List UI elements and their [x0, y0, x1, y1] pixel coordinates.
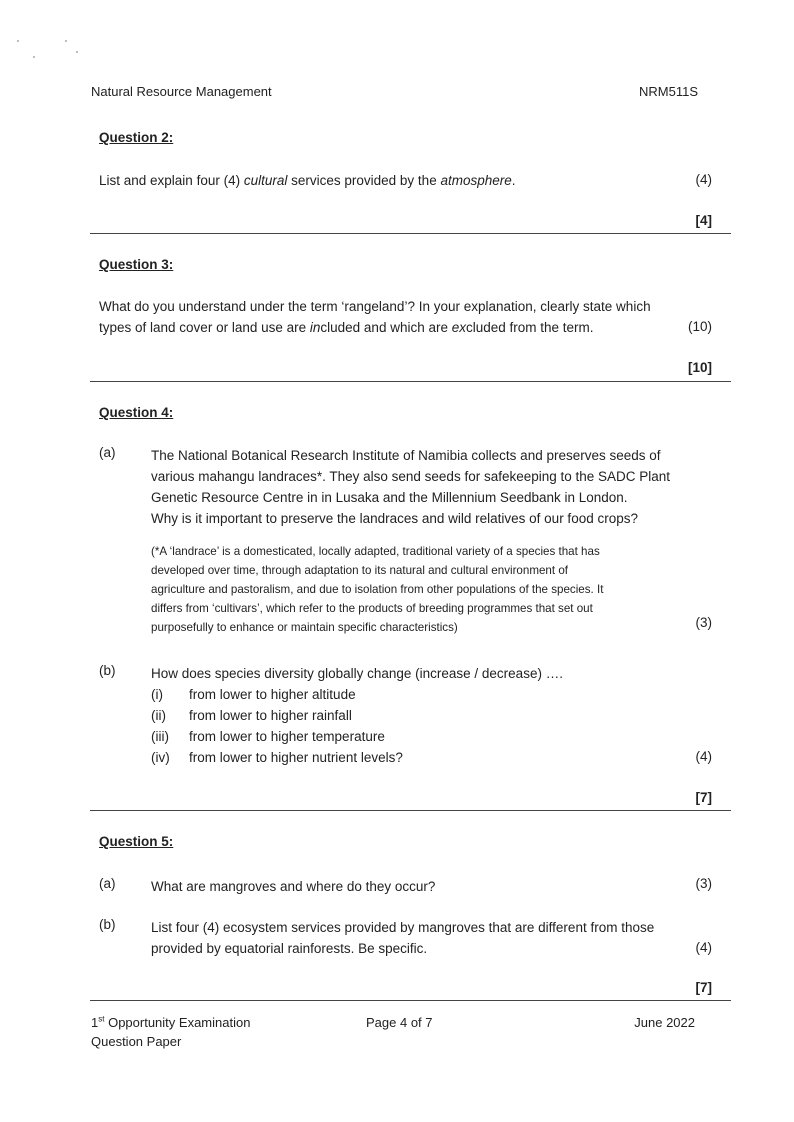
question-3-mark: (10) [687, 319, 712, 334]
question-4-total: [7] [695, 790, 712, 805]
question-5a-text: What are mangroves and where do they occur? [151, 879, 436, 894]
divider [90, 381, 731, 382]
question-5-title: Question 5: [99, 834, 174, 849]
question-4a-text: The National Botanical Research Institute of Namibia collects and preserves seeds of various mahangu landraces*. They also send seeds for safekeeping to the SADC Plant Genetic Resource Centre in in Lusaka and the Millennium Seedbank in London. Why is it important to preserve the landraces and wild relatives of our food crops? [151, 448, 671, 526]
question-3-title: Question 3: [99, 257, 174, 272]
question-2-text: List and explain four (4) cultural services provided by the atmosphere. [99, 173, 516, 188]
subitem: (i) from lower to higher altitude [151, 687, 356, 702]
question-2-mark: (4) [695, 172, 712, 187]
question-4b-label: (b) [99, 663, 116, 678]
page-number: Page 4 of 7 [366, 1015, 433, 1030]
scan-speck [76, 51, 78, 53]
scan-speck [17, 40, 19, 42]
question-5b-text: List four (4) ecosystem services provided by mangroves that are different from those provided by equatorial rainforests. Be specific. [151, 920, 655, 956]
question-4-title: Question 4: [99, 405, 174, 420]
question-4b-mark: (4) [695, 749, 712, 764]
subitem: (ii) from lower to higher rainfall [151, 708, 352, 723]
question-5a-label: (a) [99, 876, 116, 891]
question-4b-subitems [151, 684, 403, 768]
landrace-footnote: (*A ‘landrace’ is a domesticated, locally adapted, traditional variety of a species that has developed over time, through adaptation to its natural and cultural environment of agriculture and pastoralism, and due to isolation from other populations of the species. It differs from ‘cultivars’, which refer to the products of breeding programmes that set out purposefully to enhance or maintain specific characteristics) [151, 545, 604, 634]
footer-exam-type: 1st Opportunity Examination Question Paper [91, 1014, 251, 1049]
question-4b-text: How does species diversity globally change (increase / decrease) …. [151, 666, 563, 681]
question-3-total: [10] [687, 360, 712, 375]
question-5b-label: (b) [99, 917, 116, 932]
course-code: NRM511S [638, 84, 698, 99]
divider [90, 233, 731, 234]
divider [90, 810, 731, 811]
question-5-total: [7] [695, 980, 712, 995]
scan-speck [65, 40, 67, 42]
scan-speck [33, 56, 35, 58]
question-4a-mark: (3) [695, 615, 712, 630]
question-4a-label: (a) [99, 445, 116, 460]
question-2-title: Question 2: [99, 130, 174, 145]
divider [90, 1000, 731, 1001]
question-5b-mark: (4) [695, 940, 712, 955]
question-3-text: What do you understand under the term ‘rangeland’? In your explanation, clearly state which types of land cover or land use are included and which are excluded from the term. [99, 299, 651, 335]
subitem: (iii) from lower to higher temperature [151, 729, 385, 744]
exam-date: June 2022 [634, 1015, 695, 1030]
question-5a-mark: (3) [695, 876, 712, 891]
subitem: (iv) from lower to higher nutrient levels? [151, 750, 403, 765]
course-title: Natural Resource Management [91, 84, 272, 99]
question-2-total: [4] [695, 213, 712, 228]
